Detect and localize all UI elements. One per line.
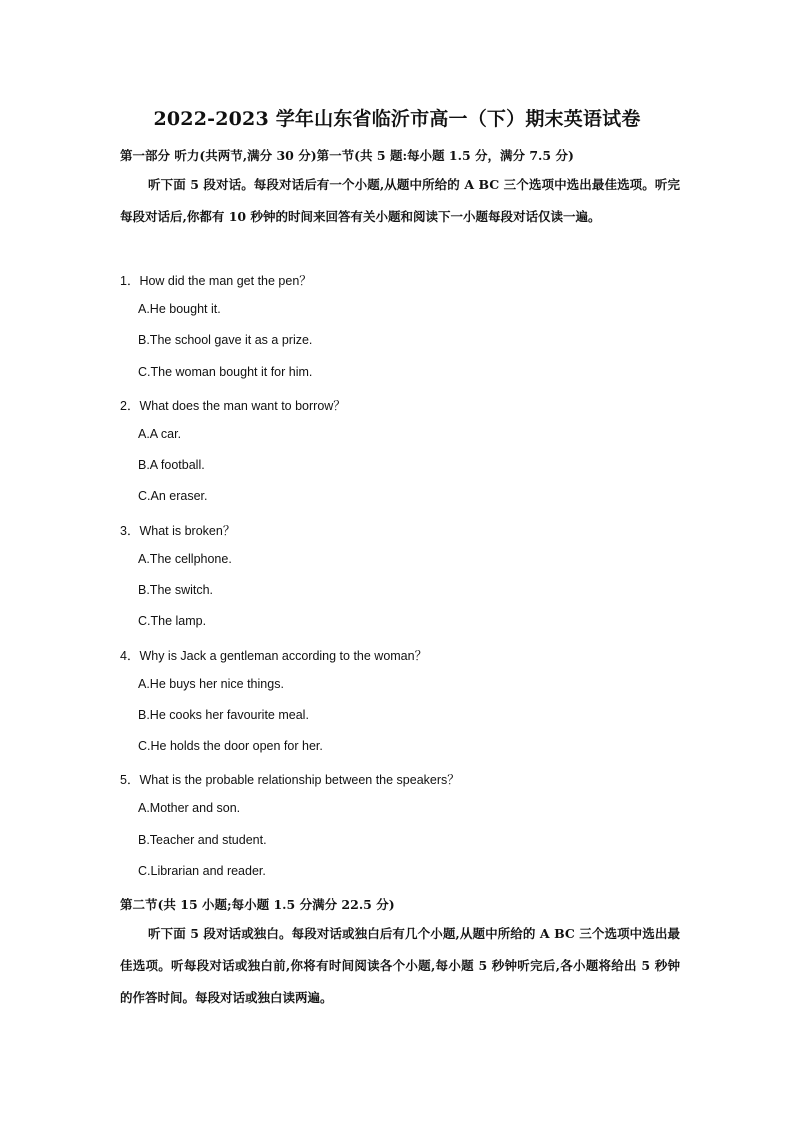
- question-5: 5．What is the probable relationship between the speakers？: [120, 773, 460, 787]
- question-3-option-c: C.The lamp.: [138, 614, 207, 628]
- question-3-option-b: B.The switch.: [138, 583, 214, 597]
- question-4-option-a: A.He buys her nice things.: [138, 677, 284, 691]
- question-1: 1．How did the man get the pen？: [120, 274, 312, 288]
- question-1-option-a: A.He bought it.: [138, 302, 221, 316]
- question-2: 2．What does the man want to borrow？: [120, 399, 346, 413]
- question-5-option-b: B.Teacher and student.: [138, 833, 267, 847]
- section1-instructions: 听下面 5 段对话。每段对话后有一个小题,从题中所给的 A BC 三个选项中选出最佳选项。听完每段对话后,你都有 10 秒钟的时间来回答有关小题和阅读下一小题每段对话仅读一遍。: [120, 177, 680, 224]
- question-3: 3．What is broken？: [120, 524, 236, 538]
- question-5-option-c: C.Librarian and reader.: [138, 864, 266, 878]
- section2-instructions: 听下面 5 段对话或独白。每段对话或独白后有几个小题,从题中所给的 A BC 三个选项中选出最佳选项。听每段对话或独白前,你将有时间阅读各个小题,每小题 5 秒钟听完后,各小题将给出 5 秒钟的作答时间。每段对话或独白读两遍。: [120, 926, 680, 1005]
- section2-heading: 第二节(共 15 小题;每小题 1.5 分满分 22.5 分): [120, 897, 395, 912]
- question-2-option-a: A.A car.: [138, 427, 182, 441]
- question-4-option-b: B.He cooks her favourite meal.: [138, 708, 309, 722]
- question-4: 4．Why is Jack a gentleman according to the woman？: [120, 649, 428, 663]
- question-5-option-a: A.Mother and son.: [138, 801, 241, 815]
- question-1-option-c: C.The woman bought it for him.: [138, 365, 313, 379]
- exam-title: 2022-2023 学年山东省临沂市高一（下）期末英语试卷: [153, 108, 641, 130]
- question-1-option-b: B.The school gave it as a prize.: [138, 333, 313, 347]
- question-2-option-b: B.A football.: [138, 458, 205, 472]
- question-3-option-a: A.The cellphone.: [138, 552, 232, 566]
- question-2-option-c: C.An eraser.: [138, 489, 208, 503]
- part1-heading: 第一部分 听力(共两节,满分 30 分)第一节(共 5 题:每小题 1.5 分，满分 7.5 分): [120, 148, 574, 163]
- question-4-option-c: C.He holds the door open for her.: [138, 739, 323, 753]
